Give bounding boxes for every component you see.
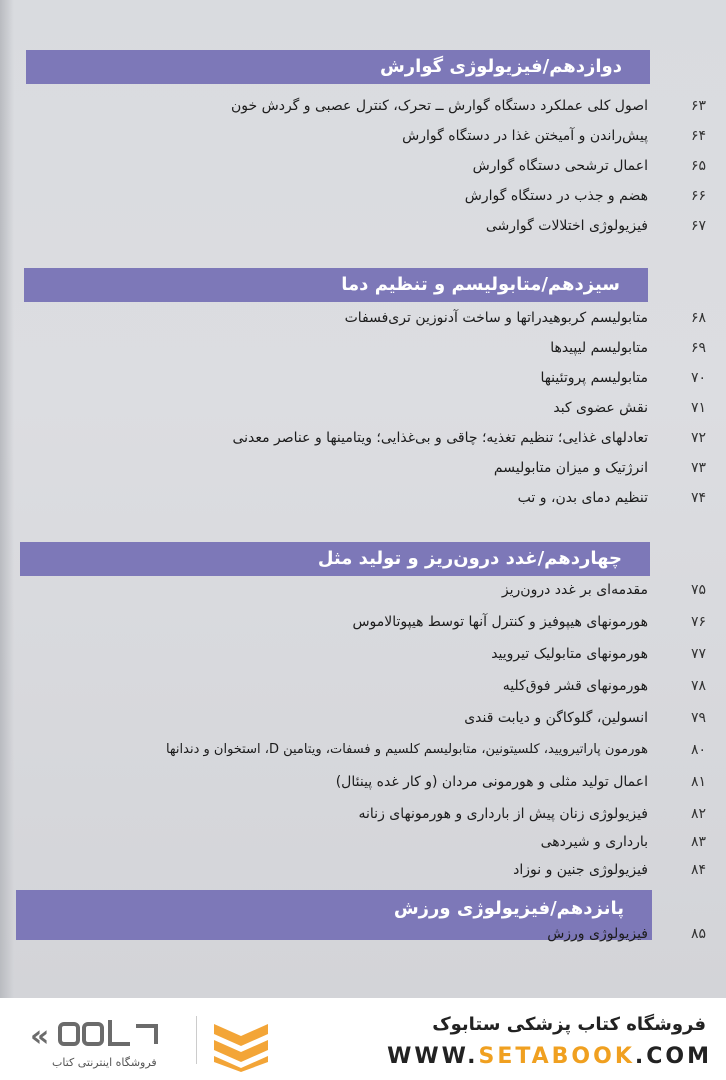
toc-row: [120, 426, 706, 450]
url-suffix: .COM: [634, 1044, 712, 1069]
toc-row: [120, 154, 706, 178]
section-heading-exercise: پانزدهم/فیزیولوژی ورزش: [16, 890, 652, 940]
chapter-title: هورمونهای متابولیک تیرویید: [491, 646, 648, 662]
toc-row: [120, 486, 706, 510]
toc-row: [120, 770, 706, 794]
chapter-title: تنظیم دمای بدن، و تب: [517, 490, 648, 506]
logo-tagline: فروشگاه اینترنتی کتاب: [52, 1056, 157, 1069]
chapter-title: پیش‌راندن و آمیختن غذا در دستگاه گوارش: [402, 128, 648, 144]
toc-row: [120, 738, 706, 762]
chapter-number: ۸۱: [690, 774, 706, 790]
toc-row: [120, 922, 706, 946]
chapter-title: اصول کلی عملکرد دستگاه گوارش ــ تحرک، کنترل عصبی و گردش خون: [231, 98, 648, 114]
svg-text:«: «: [30, 1019, 50, 1054]
section-heading-endocrine: چهاردهم/غدد درون‌ریز و تولید مثل: [20, 542, 650, 576]
chapter-title: فیزیولوژی اختلالات گوارشی: [485, 218, 648, 234]
chapter-title: بارداری و شیردهی: [540, 834, 648, 850]
chapter-number: ۸۳: [690, 834, 706, 850]
toc-row: [120, 858, 706, 882]
chapter-title: مقدمه‌ای بر غدد درون‌ریز: [501, 582, 648, 598]
chapter-title: انسولین، گلوکاگن و دیابت قندی: [464, 710, 648, 726]
store-name: فروشگاه کتاب پزشکی ستابوک: [432, 1014, 706, 1035]
chapter-title: هورمونهای قشر فوق‌کلیه: [502, 678, 648, 694]
chapter-title: تعادلهای غذایی؛ تنظیم تغذیه؛ چاقی و بی‌غذایی؛ ویتامینها و عناصر معدنی: [232, 430, 648, 446]
chapter-number: ۷۹: [690, 710, 706, 726]
section-heading-digestive: دوازدهم/فیزیولوژی گوارش: [26, 50, 650, 84]
chapter-number: ۷۷: [690, 646, 706, 662]
chapter-number: ۸۰: [690, 742, 706, 758]
toc-row: [120, 306, 706, 330]
chapter-number: ۷۶: [690, 614, 706, 630]
setabook-logo-wordmark: [26, 1012, 186, 1056]
chapter-title: فیزیولوژی زنان پیش از بارداری و هورمونهای زنانه: [358, 806, 648, 822]
chapter-title: فیزیولوژی ورزش: [547, 926, 648, 942]
toc-row: [120, 336, 706, 360]
chapter-title: انرژتیک و میزان متابولیسم: [493, 460, 648, 476]
toc-row: [120, 802, 706, 826]
toc-row: [120, 578, 706, 602]
chapter-title: نقش عضوی کبد: [553, 400, 648, 416]
chapter-number: ۸۵: [690, 926, 706, 942]
toc-row: [120, 124, 706, 148]
store-footer: [0, 998, 726, 1080]
chapter-number: ۷۴: [690, 490, 706, 506]
store-url[interactable]: [387, 1044, 712, 1069]
toc-row: [120, 610, 706, 634]
toc-row: [120, 214, 706, 238]
chapter-number: ۷۸: [690, 678, 706, 694]
toc-row: [120, 366, 706, 390]
toc-row: [120, 830, 706, 854]
toc-row: [120, 396, 706, 420]
chapter-title: متابولیسم لیپیدها: [550, 340, 648, 356]
chapter-title: متابولیسم کربوهیدراتها و ساخت آدنوزین تری‌فسفات: [344, 310, 648, 326]
toc-row: [120, 642, 706, 666]
chapter-number: ۷۰: [690, 370, 706, 386]
chapter-number: ۷۳: [690, 460, 706, 476]
footer-divider: [196, 1016, 197, 1064]
toc-row: [120, 456, 706, 480]
chapter-number: ۷۱: [690, 400, 706, 416]
toc-row: [120, 94, 706, 118]
chapter-number: ۷۲: [690, 430, 706, 446]
chapter-number: ۶۹: [690, 340, 706, 356]
chapter-number: ۷۵: [690, 582, 706, 598]
chapter-title: اعمال تولید مثلی و هورمونی مردان (و کار غده پینئال): [335, 774, 648, 790]
url-prefix: WWW.: [387, 1044, 479, 1069]
url-brand: SETABOOK: [478, 1044, 635, 1069]
chapter-number: ۶۳: [690, 98, 706, 114]
chapter-number: ۶۷: [690, 218, 706, 234]
book-chevron-icon: [208, 1020, 274, 1072]
chapter-number: ۶۶: [690, 188, 706, 204]
chapter-title: هورمونهای هیپوفیز و کنترل آنها توسط هیپوتالاموس: [352, 614, 648, 630]
chapter-title: اعمال ترشحی دستگاه گوارش: [472, 158, 648, 174]
toc-row: [120, 184, 706, 208]
toc-row: [120, 706, 706, 730]
chapter-number: ۶۸: [690, 310, 706, 326]
chapter-title: هورمون پاراتیرویید، کلسیتونین، متابولیسم کلسیم و فسفات، ویتامین D، استخوان و دندانها: [165, 742, 648, 757]
chapter-number: ۶۵: [690, 158, 706, 174]
section-heading-metabolism: سیزدهم/متابولیسم و تنظیم دما: [24, 268, 648, 302]
chapter-title: هضم و جذب در دستگاه گوارش: [464, 188, 648, 204]
page-binding-shadow: [0, 0, 14, 998]
chapter-title: فیزیولوژی جنین و نوزاد: [513, 862, 648, 878]
chapter-number: ۸۲: [690, 806, 706, 822]
chapter-number: ۸۴: [690, 862, 706, 878]
chapter-number: ۶۴: [690, 128, 706, 144]
chapter-title: متابولیسم پروتئینها: [540, 370, 648, 386]
toc-row: [120, 674, 706, 698]
